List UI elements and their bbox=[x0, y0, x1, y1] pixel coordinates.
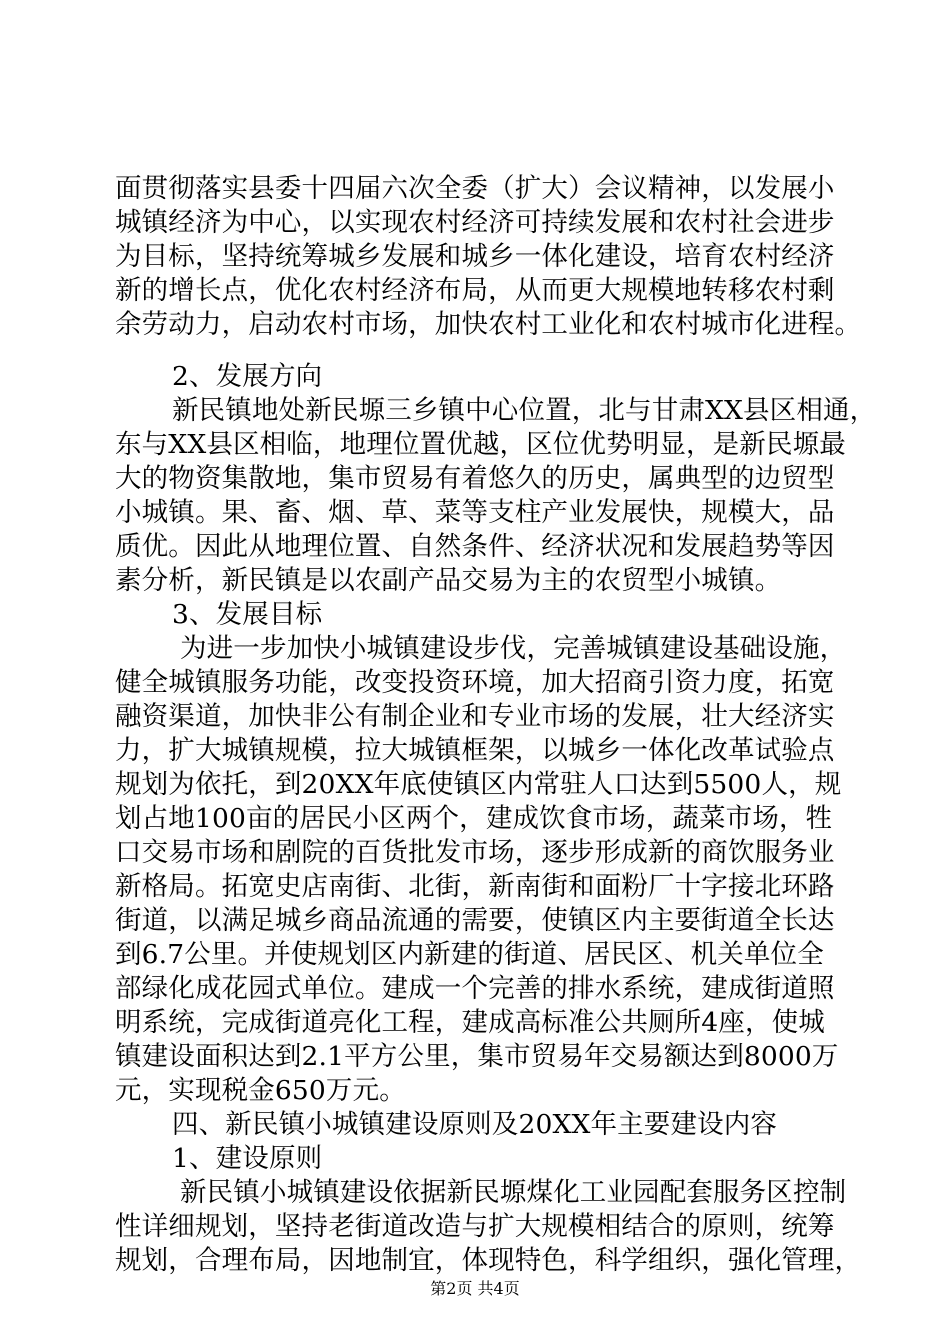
text-line: 东与XX县区相临，地理位置优越，区位优势明显，是新民塬最 bbox=[115, 429, 846, 460]
text-line: 为进一步加快小城镇建设步伐，完善城镇建设基础设施， bbox=[180, 633, 847, 664]
text-line: 镇建设面积达到2.1平方公里，集市贸易年交易额达到8000万 bbox=[115, 1041, 839, 1072]
text-line: 大的物资集散地，集市贸易有着悠久的历史，属典型的边贸型 bbox=[115, 463, 835, 494]
text-line: 融资渠道，加快非公有制企业和专业市场的发展，壮大经济实 bbox=[115, 701, 835, 732]
text-line: 为目标，坚持统筹城乡发展和城乡一体化建设，培育农村经济 bbox=[115, 241, 835, 272]
text-line: 素分析，新民镇是以农副产品交易为主的农贸型小城镇。 bbox=[115, 565, 782, 596]
section-heading: 四、新民镇小城镇建设原则及20XX年主要建设内容 bbox=[172, 1109, 778, 1140]
text-line: 街道，以满足城乡商品流通的需要，使镇区内主要街道全长达 bbox=[115, 905, 835, 936]
page-number-footer: 第2页 共4页 bbox=[430, 1279, 520, 1298]
text-line: 性详细规划，坚持老街道改造与扩大规模相结合的原则，统筹 bbox=[115, 1211, 835, 1242]
text-line: 城镇经济为中心，以实现农村经济可持续发展和农村社会进步 bbox=[115, 207, 835, 238]
section-heading: 1、建设原则 bbox=[172, 1143, 323, 1174]
section-heading: 3、发展目标 bbox=[172, 599, 323, 630]
text-line: 规划为依托，到20XX年底使镇区内常驻人口达到5500人，规 bbox=[115, 769, 842, 800]
text-line: 小城镇。果、畜、烟、草、菜等支柱产业发展快，规模大，品 bbox=[115, 497, 835, 528]
text-line: 划占地100亩的居民小区两个，建成饮食市场，蔬菜市场，牲 bbox=[115, 803, 833, 834]
text-line: 质优。因此从地理位置、自然条件、经济状况和发展趋势等因 bbox=[115, 531, 835, 562]
text-line: 面贯彻落实县委十四届六次全委（扩大）会议精神，以发展小 bbox=[115, 173, 835, 204]
text-line: 明系统，完成街道亮化工程，建成高标准公共厕所4座，使城 bbox=[115, 1007, 825, 1038]
text-line: 新民镇小城镇建设依据新民塬煤化工业园配套服务区控制 bbox=[180, 1177, 847, 1208]
text-line: 规划，合理布局，因地制宜，体现特色，科学组织，强化管理， bbox=[115, 1245, 862, 1276]
text-line: 新格局。拓宽史店南街、北街，新南街和面粉厂十字接北环路 bbox=[115, 871, 835, 902]
text-line: 新的增长点，优化农村经济布局，从而更大规模地转移农村剩 bbox=[115, 275, 835, 306]
section-heading: 2、发展方向 bbox=[172, 361, 323, 392]
text-line: 元，实现税金650万元。 bbox=[115, 1075, 406, 1106]
text-line: 部绿化成花园式单位。建成一个完善的排水系统，建成街道照 bbox=[115, 973, 835, 1004]
text-line: 力，扩大城镇规模，拉大城镇框架，以城乡一体化改革试验点 bbox=[115, 735, 835, 766]
text-line: 到6.7公里。并使规划区内新建的街道、居民区、机关单位全 bbox=[115, 939, 824, 970]
text-line: 口交易市场和剧院的百货批发市场，逐步形成新的商饮服务业 bbox=[115, 837, 835, 868]
text-line: 健全城镇服务功能，改变投资环境，加大招商引资力度，拓宽 bbox=[115, 667, 835, 698]
text-line: 新民镇地处新民塬三乡镇中心位置，北与甘肃XX县区相通， bbox=[172, 395, 877, 426]
text-line: 余劳动力，启动农村市场，加快农村工业化和农村城市化进程。 bbox=[115, 309, 862, 340]
